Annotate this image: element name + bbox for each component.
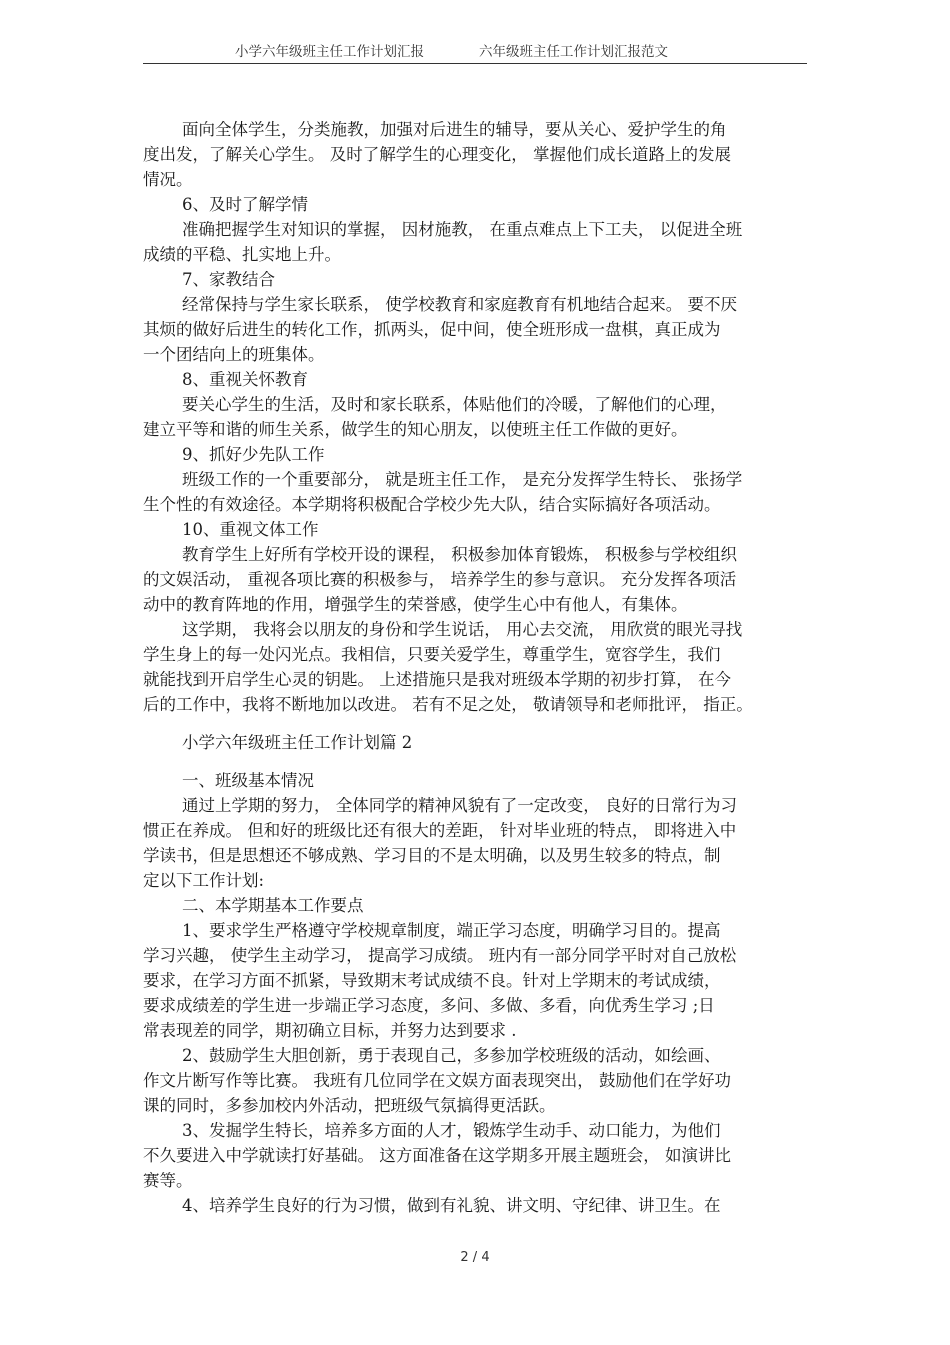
section-heading: 6、及时了解学情: [182, 195, 308, 214]
text-line: 学读书，但是思想还不够成熟、学习目的不是太明确，以及男生较多的特点，制: [143, 846, 721, 865]
text-line: 2、鼓励学生大胆创新，勇于表现自己，多参加学校班级的活动，如绘画、: [182, 1046, 721, 1065]
text-line: 不久要进入中学就读打好基础。 这方面准备在这学期多开展主题班会， 如演讲比: [143, 1146, 731, 1165]
section-heading: 9、抓好少先队工作: [182, 445, 325, 464]
text-line: 学习兴趣， 使学生主动学习， 提高学习成绩。 班内有一部分同学平时对自己放松: [143, 946, 737, 965]
text-line: 要求，在学习方面不抓紧，导致期末考试成绩不良。针对上学期末的考试成绩，: [143, 971, 721, 990]
text-line: 生个性的有效途径。本学期将积极配合学校少先大队，结合实际搞好各项活动。: [143, 495, 721, 514]
text-line: 作文片断写作等比赛。 我班有几位同学在文娱方面表现突出， 鼓励他们在学好功: [143, 1071, 731, 1090]
section-heading: 二、本学期基本工作要点: [182, 896, 364, 915]
text-line: 要求成绩差的学生进一步端正学习态度，多问、多做、多看，向优秀生学习 ;日: [143, 996, 715, 1015]
text-line: 3、发掘学生特长，培养多方面的人才，锻炼学生动手、动口能力，为他们: [182, 1121, 721, 1140]
text-line: 一个团结向上的班集体。: [143, 345, 325, 364]
text-line: 课的同时，多参加校内外活动，把班级气氛搞得更活跃。: [143, 1096, 556, 1115]
section-heading: 8、重视关怀教育: [182, 370, 308, 389]
text-line: 成绩的平稳、扎实地上升。: [143, 245, 341, 264]
section-heading: 一、班级基本情况: [182, 771, 314, 790]
text-line: 后的工作中，我将不断地加以改进。 若有不足之处， 敬请领导和老师批评， 指正。: [143, 695, 753, 714]
page-header: [143, 38, 807, 64]
text-line: 情况。: [143, 170, 193, 189]
text-line: 准确把握学生对知识的掌握， 因材施教， 在重点难点上下工夫， 以促进全班: [182, 220, 743, 239]
text-line: 1、要求学生严格遵守学校规章制度，端正学习态度，明确学习目的。提高: [182, 921, 721, 940]
text-line: 定以下工作计划:: [143, 871, 265, 890]
header-title-right: 六年级班主任工作计划汇报范文: [479, 44, 668, 60]
text-line: 教育学生上好所有学校开设的课程， 积极参加体育锻炼， 积极参与学校组织: [182, 545, 737, 564]
text-line: 的文娱活动， 重视各项比赛的积极参与， 培养学生的参与意识。 充分发挥各项活: [143, 570, 737, 589]
text-line: 要关心学生的生活，及时和家长联系，体贴他们的冷暖，了解他们的心理，: [182, 395, 727, 414]
page-number: 2 / 4: [460, 1250, 490, 1265]
text-line: 班级工作的一个重要部分， 就是班主任工作， 是充分发挥学生特长、 张扬学: [182, 470, 743, 489]
text-line: 赛等。: [143, 1171, 193, 1190]
text-line: 学生身上的每一处闪光点。我相信，只要关爱学生，尊重学生，宽容学生，我们: [143, 645, 721, 664]
section-heading: 10、重视文体工作: [182, 520, 319, 539]
text-line: 面向全体学生，分类施教，加强对后进生的辅导，要从关心、爱护学生的角: [182, 120, 727, 139]
section-heading: 7、家教结合: [182, 270, 275, 289]
text-line: 惯正在养成。 但和好的班级比还有很大的差距， 针对毕业班的特点， 即将进入中: [143, 821, 737, 840]
text-line: 其烦的做好后进生的转化工作，抓两头，促中间，使全班形成一盘棋，真正成为: [143, 320, 721, 339]
text-line: 常表现差的同学，期初确立目标，并努力达到要求 .: [143, 1021, 517, 1040]
article-title: 小学六年级班主任工作计划篇 2: [182, 733, 413, 752]
text-line: 度出发，了解关心学生。 及时了解学生的心理变化， 掌握他们成长道路上的发展: [143, 145, 731, 164]
text-line: 动中的教育阵地的作用，增强学生的荣誉感，使学生心中有他人，有集体。: [143, 595, 688, 614]
text-line: 经常保持与学生家长联系， 使学校教育和家庭教育有机地结合起来。 要不厌: [182, 295, 737, 314]
text-line: 建立平等和谐的师生关系，做学生的知心朋友，以使班主任工作做的更好。: [143, 420, 688, 439]
text-line: 就能找到开启学生心灵的钥匙。 上述措施只是我对班级本学期的初步打算， 在今: [143, 670, 731, 689]
text-line: 通过上学期的努力， 全体同学的精神风貌有了一定改变， 良好的日常行为习: [182, 796, 737, 815]
text-line: 这学期， 我将会以朋友的身份和学生说话， 用心去交流， 用欣赏的眼光寻找: [182, 620, 743, 639]
header-title-left: 小学六年级班主任工作计划汇报: [235, 44, 424, 60]
text-line: 4、培养学生良好的行为习惯，做到有礼貌、讲文明、守纪律、讲卫生。在: [182, 1196, 721, 1215]
